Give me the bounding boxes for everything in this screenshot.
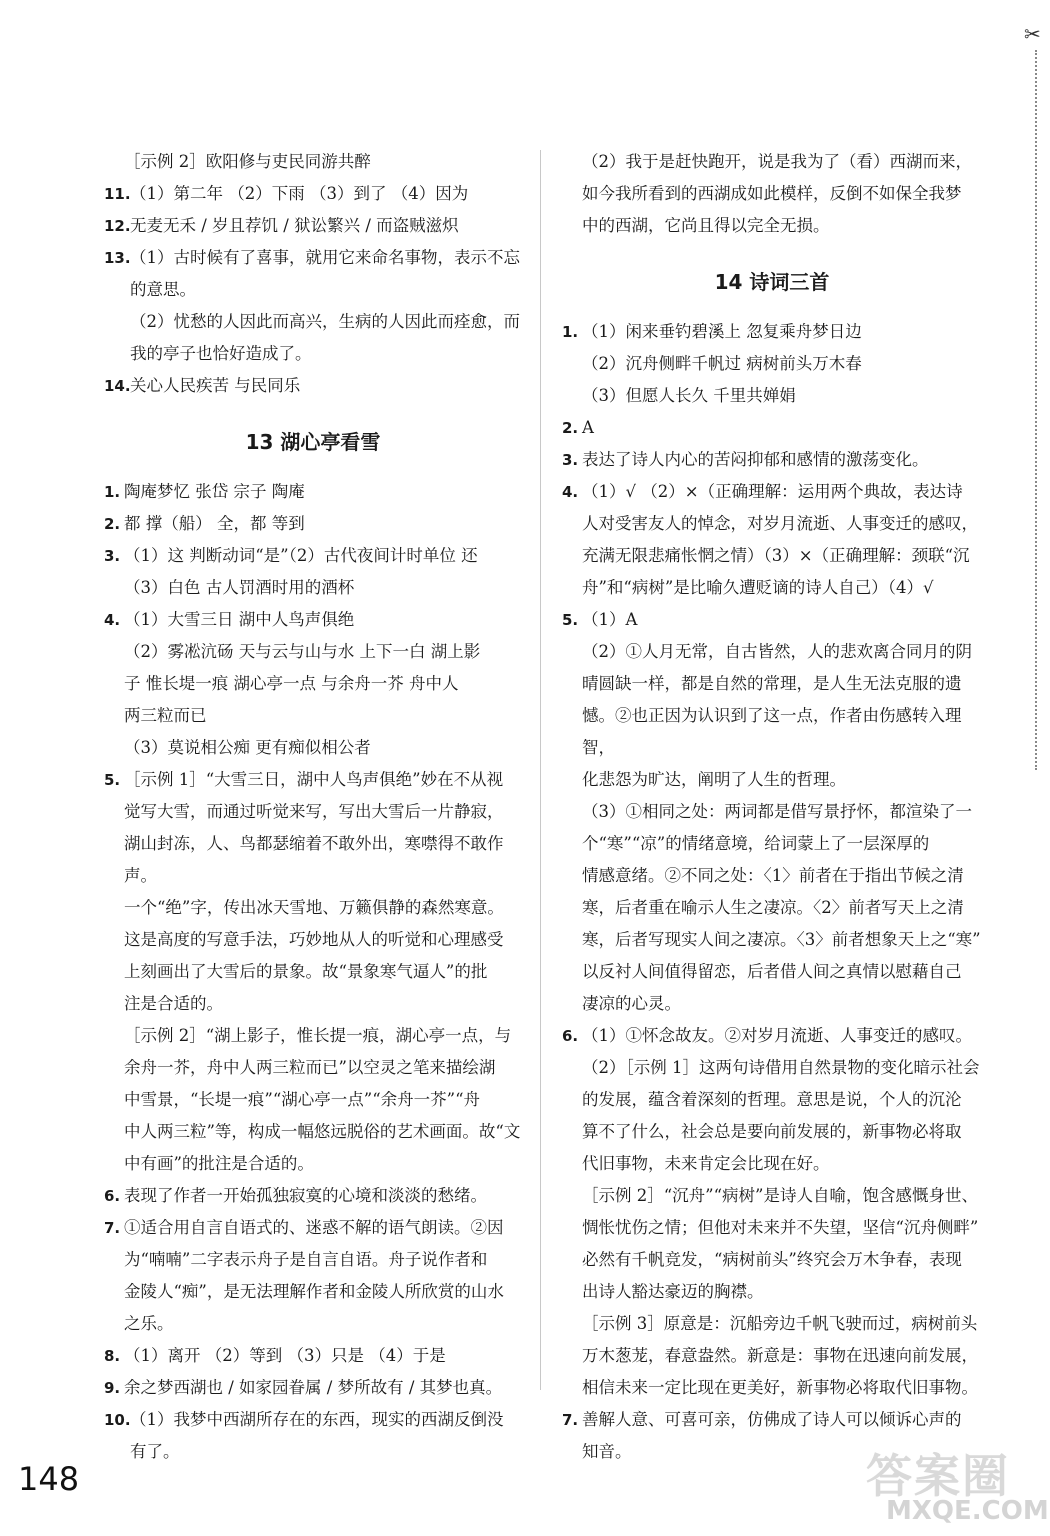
question-number: 3. (104, 547, 121, 565)
answer-line: 充满无限悲痛怅惘之情）（3）×（正确理解：颈联“沉 (582, 546, 970, 565)
column-divider (540, 150, 541, 1390)
answer-subpart (104, 732, 522, 764)
page-number: 148 (18, 1460, 80, 1498)
question-number: 2. (104, 515, 121, 533)
answer-line: A (582, 418, 594, 437)
question-number: 5. (562, 611, 579, 629)
answer-item (104, 210, 522, 242)
question-number: 11. (104, 185, 131, 203)
answer-line: 相信未来一定比现在更美好，新事物必将取代旧事物。 (582, 1378, 978, 1397)
answer-line: 有了。 (130, 1442, 180, 1461)
answer-line: 寒，后者重在喻示人生之凄凉。〈2〉前者写天上之清 (582, 898, 964, 917)
answer-line: 寒，后者写现实人间之凄凉。〈3〉前者想象天上之“寒” (582, 930, 981, 949)
answer-line: 知音。 (582, 1442, 632, 1461)
answer-subpart (104, 636, 522, 732)
answer-line: 表现了作者一开始孤独寂寞的心境和淡淡的愁绪。 (124, 1186, 487, 1205)
section-heading: 13 湖心亭看雪 (245, 430, 381, 454)
answer-line: 晴圆缺一样，都是自然的常理，是人生无法克服的遗 (582, 674, 962, 693)
answer-item (562, 476, 982, 604)
answer-subpart (104, 146, 522, 178)
answer-line: （2）雾凇沆砀 天与云与山与水 上下一白 湖上影 (124, 642, 481, 661)
answer-line: 算不了什么，社会总是要向前发展的，新事物必将取 (582, 1122, 962, 1141)
answer-line: 化悲怨为旷达，阐明了人生的哲理。 (582, 770, 846, 789)
answer-line: 两三粒而已 (124, 706, 207, 725)
answer-item (104, 242, 522, 306)
answer-line: 我的亭子也恰好造成了。 (130, 344, 312, 363)
watermark-text: 答案圈 (866, 1449, 1010, 1503)
answer-line: 湖山封冻，人、鸟都瑟缩着不敢外出，寒噤得不敢作声。 (124, 834, 504, 885)
answer-subpart (562, 1052, 982, 1180)
answer-item (104, 1404, 522, 1468)
answer-subpart (562, 796, 982, 1020)
answer-line: （3）但愿人长久 千里共婵娟 (582, 386, 796, 405)
answer-line: 余之梦西湖也 / 如家园眷属 / 梦所故有 / 其梦也真。 (124, 1378, 503, 1397)
answer-line: 上刻画出了大雪后的景象。故“景象寒气逼人”的批 (124, 962, 488, 981)
answer-line: ［示例 2］“沉舟”“病树”是诗人自喻，饱含感慨身世、 (582, 1186, 978, 1205)
answer-line: （1）①怀念故友。②对岁月流逝、人事变迁的感叹。 (582, 1026, 972, 1045)
question-number: 2. (562, 419, 579, 437)
answer-line: （1）我梦中西湖所存在的东西，现实的西湖反倒没 (130, 1410, 504, 1429)
answer-subpart (562, 1180, 982, 1308)
question-number: 7. (104, 1219, 121, 1237)
answer-line: 中有画”的批注是合适的。 (124, 1154, 314, 1173)
answer-line: ①适合用自言自语式的、迷惑不解的语气朗读。②因 (124, 1218, 504, 1237)
answer-line: （2）［示例 1］这两句诗借用自然景物的变化暗示社会 (582, 1058, 980, 1077)
answer-line: 中雪景，“长堤一痕”“湖心亭一点”“余舟一芥”“舟 (124, 1090, 481, 1109)
scissors-icon: ✂ (1024, 22, 1041, 46)
question-number: 6. (562, 1027, 579, 1045)
answer-item (104, 1212, 522, 1340)
answer-line: （2）沉舟侧畔千帆过 病树前头万木春 (582, 354, 862, 373)
answer-line: 关心人民疾苦 与民同乐 (130, 376, 301, 395)
answer-line: （3）①相同之处：两词都是借写景抒怀，都渲染了一 (582, 802, 972, 821)
answer-line: 金陵人“痴”，是无法理解作者和金陵人所欣赏的山水 (124, 1282, 504, 1301)
answer-line: 惆怅忧伤之情；但他对未来并不失望，坚信“沉舟侧畔” (582, 1218, 979, 1237)
answer-subpart (562, 348, 982, 380)
answer-line: 之乐。 (124, 1314, 174, 1333)
answer-line: 舟”和“病树”是比喻久遭贬谪的诗人自己）（4）√ (582, 578, 934, 597)
answer-line: （1）离开 （2）等到 （3）只是 （4）于是 (124, 1346, 446, 1365)
answer-line: 注是合适的。 (124, 994, 223, 1013)
answer-line: 的意思。 (130, 280, 196, 299)
right-column (562, 146, 982, 1468)
answer-line: 代旧事物，未来肯定会比现在好。 (582, 1154, 830, 1173)
answer-item (562, 444, 982, 476)
answer-line: （3）白色 古人罚酒时用的酒杯 (124, 578, 355, 597)
question-number: 6. (104, 1187, 121, 1205)
answer-line: 以反衬人间值得留恋，后者借人间之真情以慰藉自己 (582, 962, 962, 981)
watermark-url: MXQE.COM (886, 1496, 1049, 1526)
answer-line: （1）古时候有了喜事，就用它来命名事物，表示不忘 (130, 248, 520, 267)
answer-line: （1）A (582, 610, 638, 629)
watermark-logo (866, 1440, 1049, 1530)
answer-line: 情感意绪。②不同之处：〈1〉前者在于指出节候之清 (582, 866, 964, 885)
answer-line: （2）①人月无常，自古皆然，人的悲欢离合同月的阴 (582, 642, 972, 661)
answer-subpart (104, 572, 522, 604)
answer-line: 的发展，蕴含着深刻的哲理。意思是说，个人的沉沦 (582, 1090, 962, 1109)
question-number: 1. (104, 483, 121, 501)
answer-line: 一个“绝”字，传出冰天雪地、万籁俱静的森然寒意。 (124, 898, 504, 917)
question-number: 7. (562, 1411, 579, 1429)
answer-line: 中人两三粒”等，构成一幅悠远脱俗的艺术画面。故“文 (124, 1122, 521, 1141)
answer-line: 善解人意、可喜可亲，仿佛成了诗人可以倾诉心声的 (582, 1410, 962, 1429)
answer-line: （1）第二年 （2）下雨 （3）到了 （4）因为 (130, 184, 469, 203)
answer-line: ［示例 1］“大雪三日，湖中人鸟声俱绝”妙在不从视 (124, 770, 504, 789)
answer-subpart (562, 146, 982, 242)
answer-line: 陶庵梦忆 张岱 宗子 陶庵 (124, 482, 305, 501)
answer-line: 凄凉的心灵。 (582, 994, 681, 1013)
answer-line: ［示例 2］欧阳修与吏民同游共醉 (124, 152, 371, 171)
question-number: 13. (104, 249, 131, 267)
answer-line: 都 撑（船） 全，都 等到 (124, 514, 305, 533)
answer-item (104, 764, 522, 1020)
answer-line: 表达了诗人内心的苦闷抑郁和感情的激荡变化。 (582, 450, 929, 469)
answer-item (562, 316, 982, 348)
answer-line: 觉写大雪，而通过听觉来写，写出大雪后一片静寂， (124, 802, 504, 821)
answer-line: 为“喃喃”二字表示舟子是自言自语。舟子说作者和 (124, 1250, 488, 1269)
answer-line: 余舟一芥，舟中人两三粒而已”以空灵之笔来描绘湖 (124, 1058, 496, 1077)
answer-line: 人对受害友人的悼念，对岁月流逝、人事变迁的感叹， (582, 514, 978, 533)
question-number: 12. (104, 217, 131, 235)
answer-item (562, 1020, 982, 1052)
answer-item (104, 476, 522, 508)
answer-line: （2）我于是赶快跑开，说是我为了（看）西湖而来， (582, 152, 972, 171)
answer-subpart (562, 380, 982, 412)
answer-line: 无麦无禾 / 岁且荐饥 / 狱讼繁兴 / 而盗贼滋炽 (130, 216, 459, 235)
question-number: 4. (562, 483, 579, 501)
answer-item (104, 540, 522, 572)
answer-line: （1）√ （2）×（正确理解：运用两个典故，表达诗 (582, 482, 963, 501)
answer-item (104, 1372, 522, 1404)
answer-line: （1）大雪三日 湖中人鸟声俱绝 (124, 610, 355, 629)
answer-item (104, 604, 522, 636)
answer-item (562, 604, 982, 636)
answer-line: ［示例 2］“湖上影子，惟长提一痕，湖心亭一点，与 (124, 1026, 512, 1045)
answer-line: 出诗人豁达豪迈的胸襟。 (582, 1282, 764, 1301)
answer-line: 这是高度的写意手法，巧妙地从人的听觉和心理感受 (124, 930, 504, 949)
question-number: 4. (104, 611, 121, 629)
answer-line: （1）闲来垂钓碧溪上 忽复乘舟梦日边 (582, 322, 862, 341)
answer-line: 憾。②也正因为认识到了这一点，作者由伤感转入理智， (582, 706, 962, 757)
question-number: 5. (104, 771, 121, 789)
answer-line: 中的西湖，它尚且得以完全无损。 (582, 216, 830, 235)
answer-line: （1）这 判断动词“是”（2）古代夜间计时单位 还 (124, 546, 478, 565)
answer-item (562, 412, 982, 444)
question-number: 8. (104, 1347, 121, 1365)
answer-item (104, 1180, 522, 1212)
answer-line: 子 惟长堤一痕 湖心亭一点 与余舟一芥 舟中人 (124, 674, 459, 693)
answer-line: ［示例 3］原意是：沉船旁边千帆飞驶而过，病树前头 (582, 1314, 978, 1333)
question-number: 3. (562, 451, 579, 469)
answer-item (104, 508, 522, 540)
answer-line: 万木葱茏，春意盎然。新意是：事物在迅速向前发展， (582, 1346, 978, 1365)
answer-line: （2）忧愁的人因此而高兴，生病的人因此而痊愈，而 (130, 312, 520, 331)
answer-subpart (562, 1308, 982, 1404)
cut-line (1035, 50, 1037, 770)
question-number: 1. (562, 323, 579, 341)
answer-line: 必然有千帆竞发，“病树前头”终究会万木争春，表现 (582, 1250, 962, 1269)
answer-line: （3）莫说相公痴 更有痴似相公者 (124, 738, 371, 757)
answer-item (104, 1340, 522, 1372)
answer-subpart (104, 1020, 522, 1180)
left-column (104, 146, 522, 1468)
answer-item (104, 178, 522, 210)
answer-line: 个“寒”“凉”的情绪意境，给词蒙上了一层深厚的 (582, 834, 930, 853)
answer-subpart (562, 636, 982, 796)
question-number: 14. (104, 377, 131, 395)
answer-line: 如今我所看到的西湖成如此模样，反倒不如保全我梦 (582, 184, 962, 203)
question-number: 9. (104, 1379, 121, 1397)
answer-subpart (104, 306, 522, 370)
question-number: 10. (104, 1411, 131, 1429)
answer-item (104, 370, 522, 402)
section-heading: 14 诗词三首 (714, 270, 830, 294)
